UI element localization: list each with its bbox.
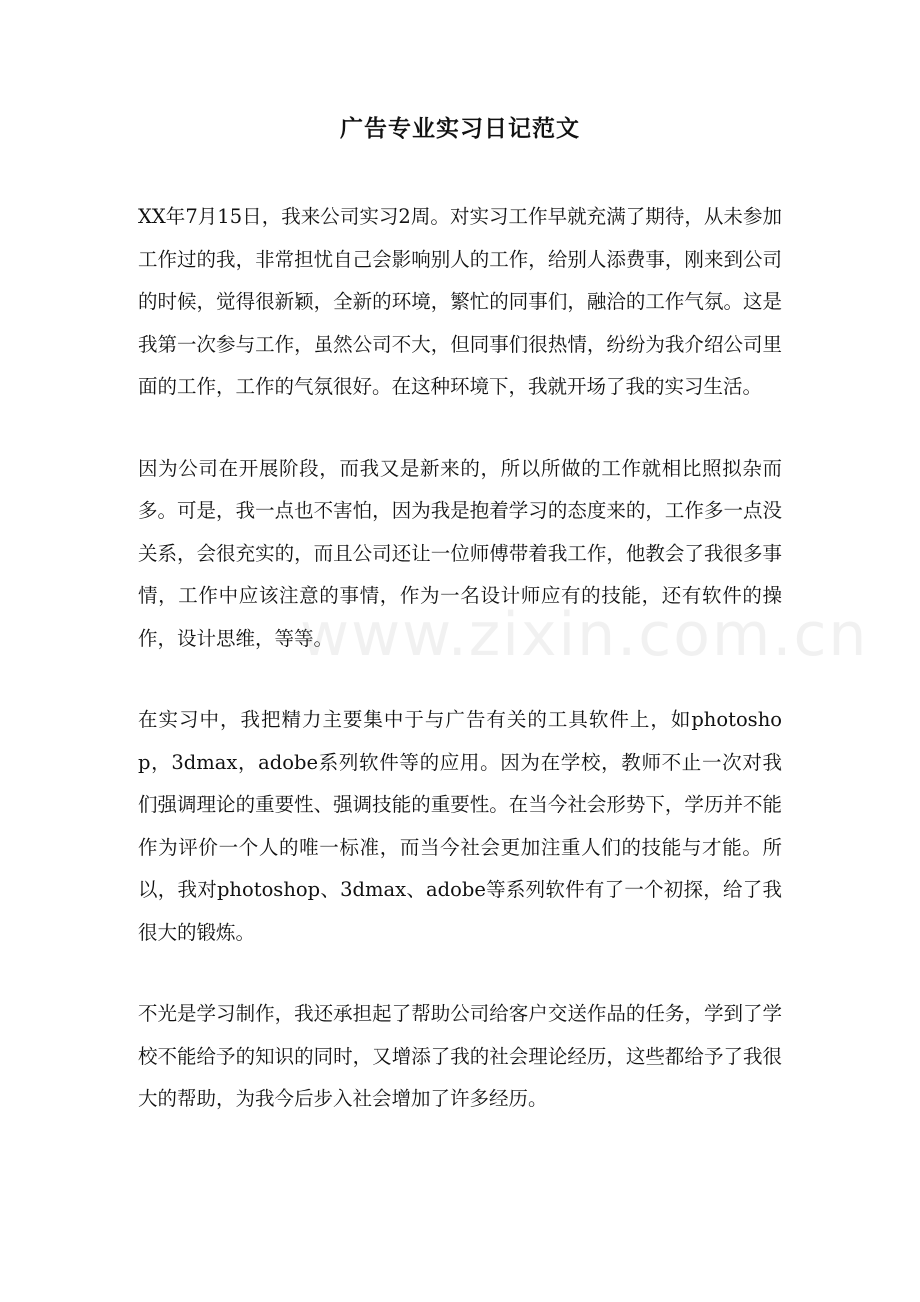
- document-body: [138, 196, 782, 1160]
- watermark: www.zixin.com.cn: [300, 600, 869, 670]
- paragraph-3: 在实习中，我把精力主要集中于与广告有关的工具软件上，如photoshop，3dmax，adobe系列软件等的应用。因为在学校，教师不止一次对我们强调理论的重要性、强调技能的重要性。在当今社会形势下，学历并不能作为评价一个人的唯一标准，而当今社会更加注重人们的技能与才能。所以，我对photoshop、3dmax、adobe等系列软件有了一个初探，给了我很大的锻炼。: [138, 708, 782, 944]
- paragraph-2: 因为公司在开展阶段，而我又是新来的，所以所做的工作就相比照拟杂而多。可是，我一点也不害怕，因为我是抱着学习的态度来的，工作多一点没关系，会很充实的，而且公司还让一位师傅带着我工作，他教会了我很多事情，工作中应该注意的事情，作为一名设计师应有的技能，还有软件的操作，设计思维，等等。: [138, 456, 782, 650]
- document-title: 广告专业实习日记范文: [340, 115, 580, 142]
- paragraph-1: XX年7月15日，我来公司实习2周。对实习工作早就充满了期待，从未参加工作过的我，非常担忧自己会影响别人的工作，给别人添费事，刚来到公司的时候，觉得很新颖，全新的环境，繁忙的同事们，融洽的工作气氛。这是我第一次参与工作，虽然公司不大，但同事们很热情，纷纷为我介绍公司里面的工作，工作的气氛很好。在这种环境下，我就开场了我的实习生活。: [138, 205, 782, 398]
- paragraph-4: 不光是学习制作，我还承担起了帮助公司给客户交送作品的任务，学到了学校不能给予的知识的同时，又增添了我的社会理论经历，这些都给予了我很大的帮助，为我今后步入社会增加了许多经历。: [138, 1002, 782, 1110]
